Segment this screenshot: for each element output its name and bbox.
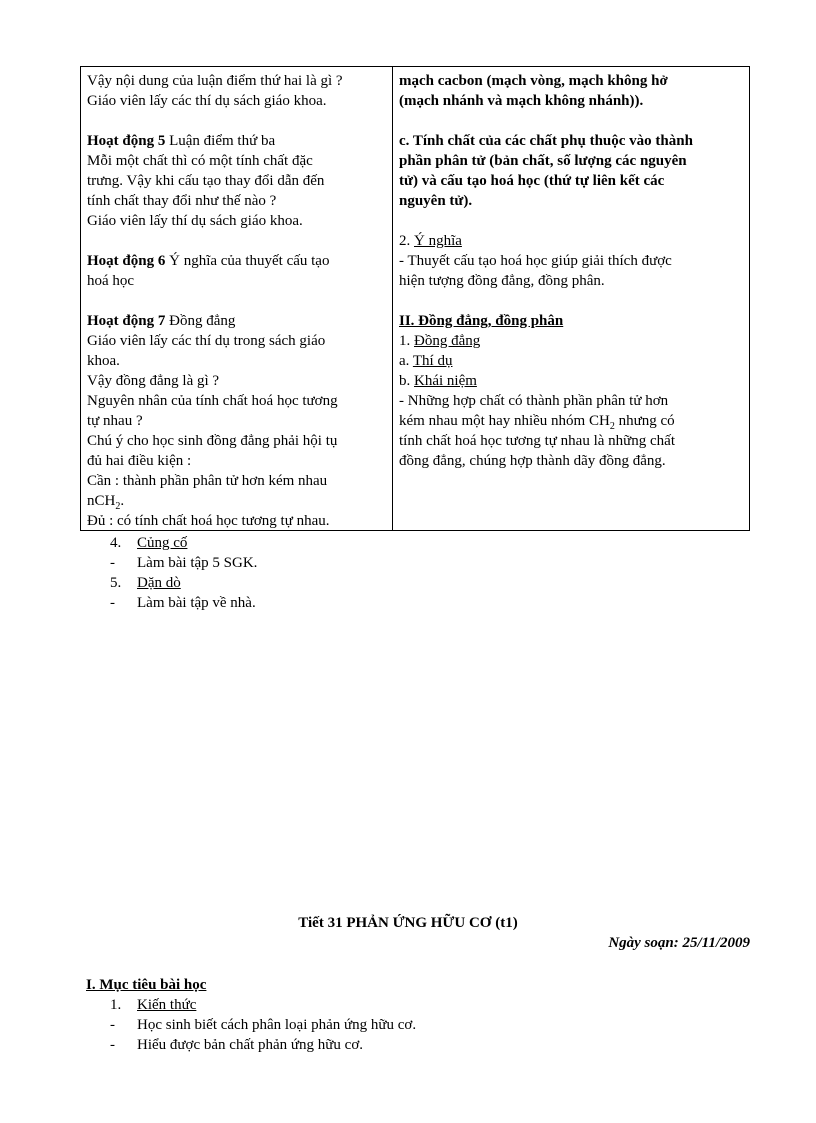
list-item: 4. Củng cố (110, 535, 188, 551)
text-line: trưng. Vậy khi cấu tạo thay đổi dẫn đến (87, 173, 325, 189)
text-line: - Những hợp chất có thành phần phân tử hơn (399, 393, 669, 409)
list-item: - Làm bài tập về nhà. (110, 595, 256, 611)
text-line: Giáo viên lấy các thí dụ trong sách giáo (87, 333, 326, 349)
homolog-heading: 1. Đồng đẳng (399, 333, 481, 349)
activity-6-heading: Hoạt động 6 Ý nghĩa của thuyết cấu tạo (87, 253, 330, 269)
section-ii-heading: II. Đồng đẳng, đồng phân (399, 313, 564, 329)
meaning-heading: 2. Ý nghĩa (399, 233, 462, 249)
text-line: tự nhau ? (87, 413, 143, 429)
prepared-date: Ngày soạn: 25/11/2009 (608, 935, 750, 951)
example-heading: a. Thí dụ (399, 353, 453, 369)
text-line: Vậy nội dung của luận điểm thứ hai là gì ? (87, 73, 343, 89)
lesson-title: Tiết 31 PHẢN ỨNG HỮU CƠ (t1) (298, 915, 518, 931)
text-line: Chú ý cho học sinh đồng đẳng phải hội tụ (87, 433, 338, 449)
text-line: Giáo viên lấy thí dụ sách giáo khoa. (87, 213, 303, 229)
text-line: Đủ : có tính chất hoá học tương tự nhau. (87, 513, 330, 529)
objectives-section (86, 975, 416, 1055)
text-line: c. Tính chất của các chất phụ thuộc vào thành (399, 133, 693, 149)
text-line: hiện tượng đồng đẳng, đồng phân. (399, 273, 605, 289)
text-line: hoá học (87, 273, 135, 289)
text-line: Nguyên nhân của tính chất hoá học tương (87, 393, 338, 409)
list-item: - Làm bài tập 5 SGK. (110, 555, 258, 571)
text-line: Vậy đồng đẳng là gì ? (87, 373, 220, 389)
text-line: Mỗi một chất thì có một tính chất đặc (87, 153, 313, 169)
text-line: (mạch nhánh và mạch không nhánh)). (399, 93, 644, 109)
list-item: - Hiểu được bản chất phản ứng hữu cơ. (110, 1037, 364, 1053)
text-line: Cần : thành phần phân tử hơn kém nhau (87, 473, 328, 489)
activity-7-heading: Hoạt động 7 Đồng đẳng (87, 313, 236, 329)
text-line: Giáo viên lấy các thí dụ sách giáo khoa. (87, 93, 327, 109)
text-line: mạch cacbon (mạch vòng, mạch không hở (399, 73, 668, 89)
section-heading: I. Mục tiêu bài học (86, 977, 207, 993)
lesson-table (80, 66, 750, 531)
text-line: tính chất thay đổi như thế nào ? (87, 193, 277, 209)
text-line: nguyên tử). (399, 193, 473, 209)
activity-5-heading: Hoạt động 5 Luận điểm thứ ba (87, 133, 276, 149)
text-line: đồng đẳng, chúng hợp thành dãy đồng đẳng. (399, 453, 666, 469)
list-item: 1. Kiến thức (110, 997, 197, 1013)
text-line: phần phân tử (bản chất, số lượng các nguyên (399, 153, 687, 169)
text-line: tính chất hoá học tương tự nhau là những chất (399, 433, 676, 449)
text-line: kém nhau một hay nhiều nhóm $CH_2$ nhưng có (399, 413, 675, 432)
text-line: đủ hai điều kiện : (87, 453, 192, 469)
column-divider (392, 67, 393, 530)
concept-heading: b. Khái niệm (399, 373, 477, 389)
content-column (399, 71, 744, 471)
text-line: khoa. (87, 353, 120, 369)
text-line: nCH$_2$. (87, 493, 125, 512)
list-item: - Học sinh biết cách phân loại phản ứng hữu cơ. (110, 1017, 417, 1033)
teacher-activity-column (87, 71, 387, 531)
summary-list (110, 533, 257, 613)
text-line: tử) và cấu tạo hoá học (thứ tự liên kết các (399, 173, 665, 189)
text-line: - Thuyết cấu tạo hoá học giúp giải thích được (399, 253, 672, 269)
list-item: 5. Dặn dò (110, 575, 181, 591)
